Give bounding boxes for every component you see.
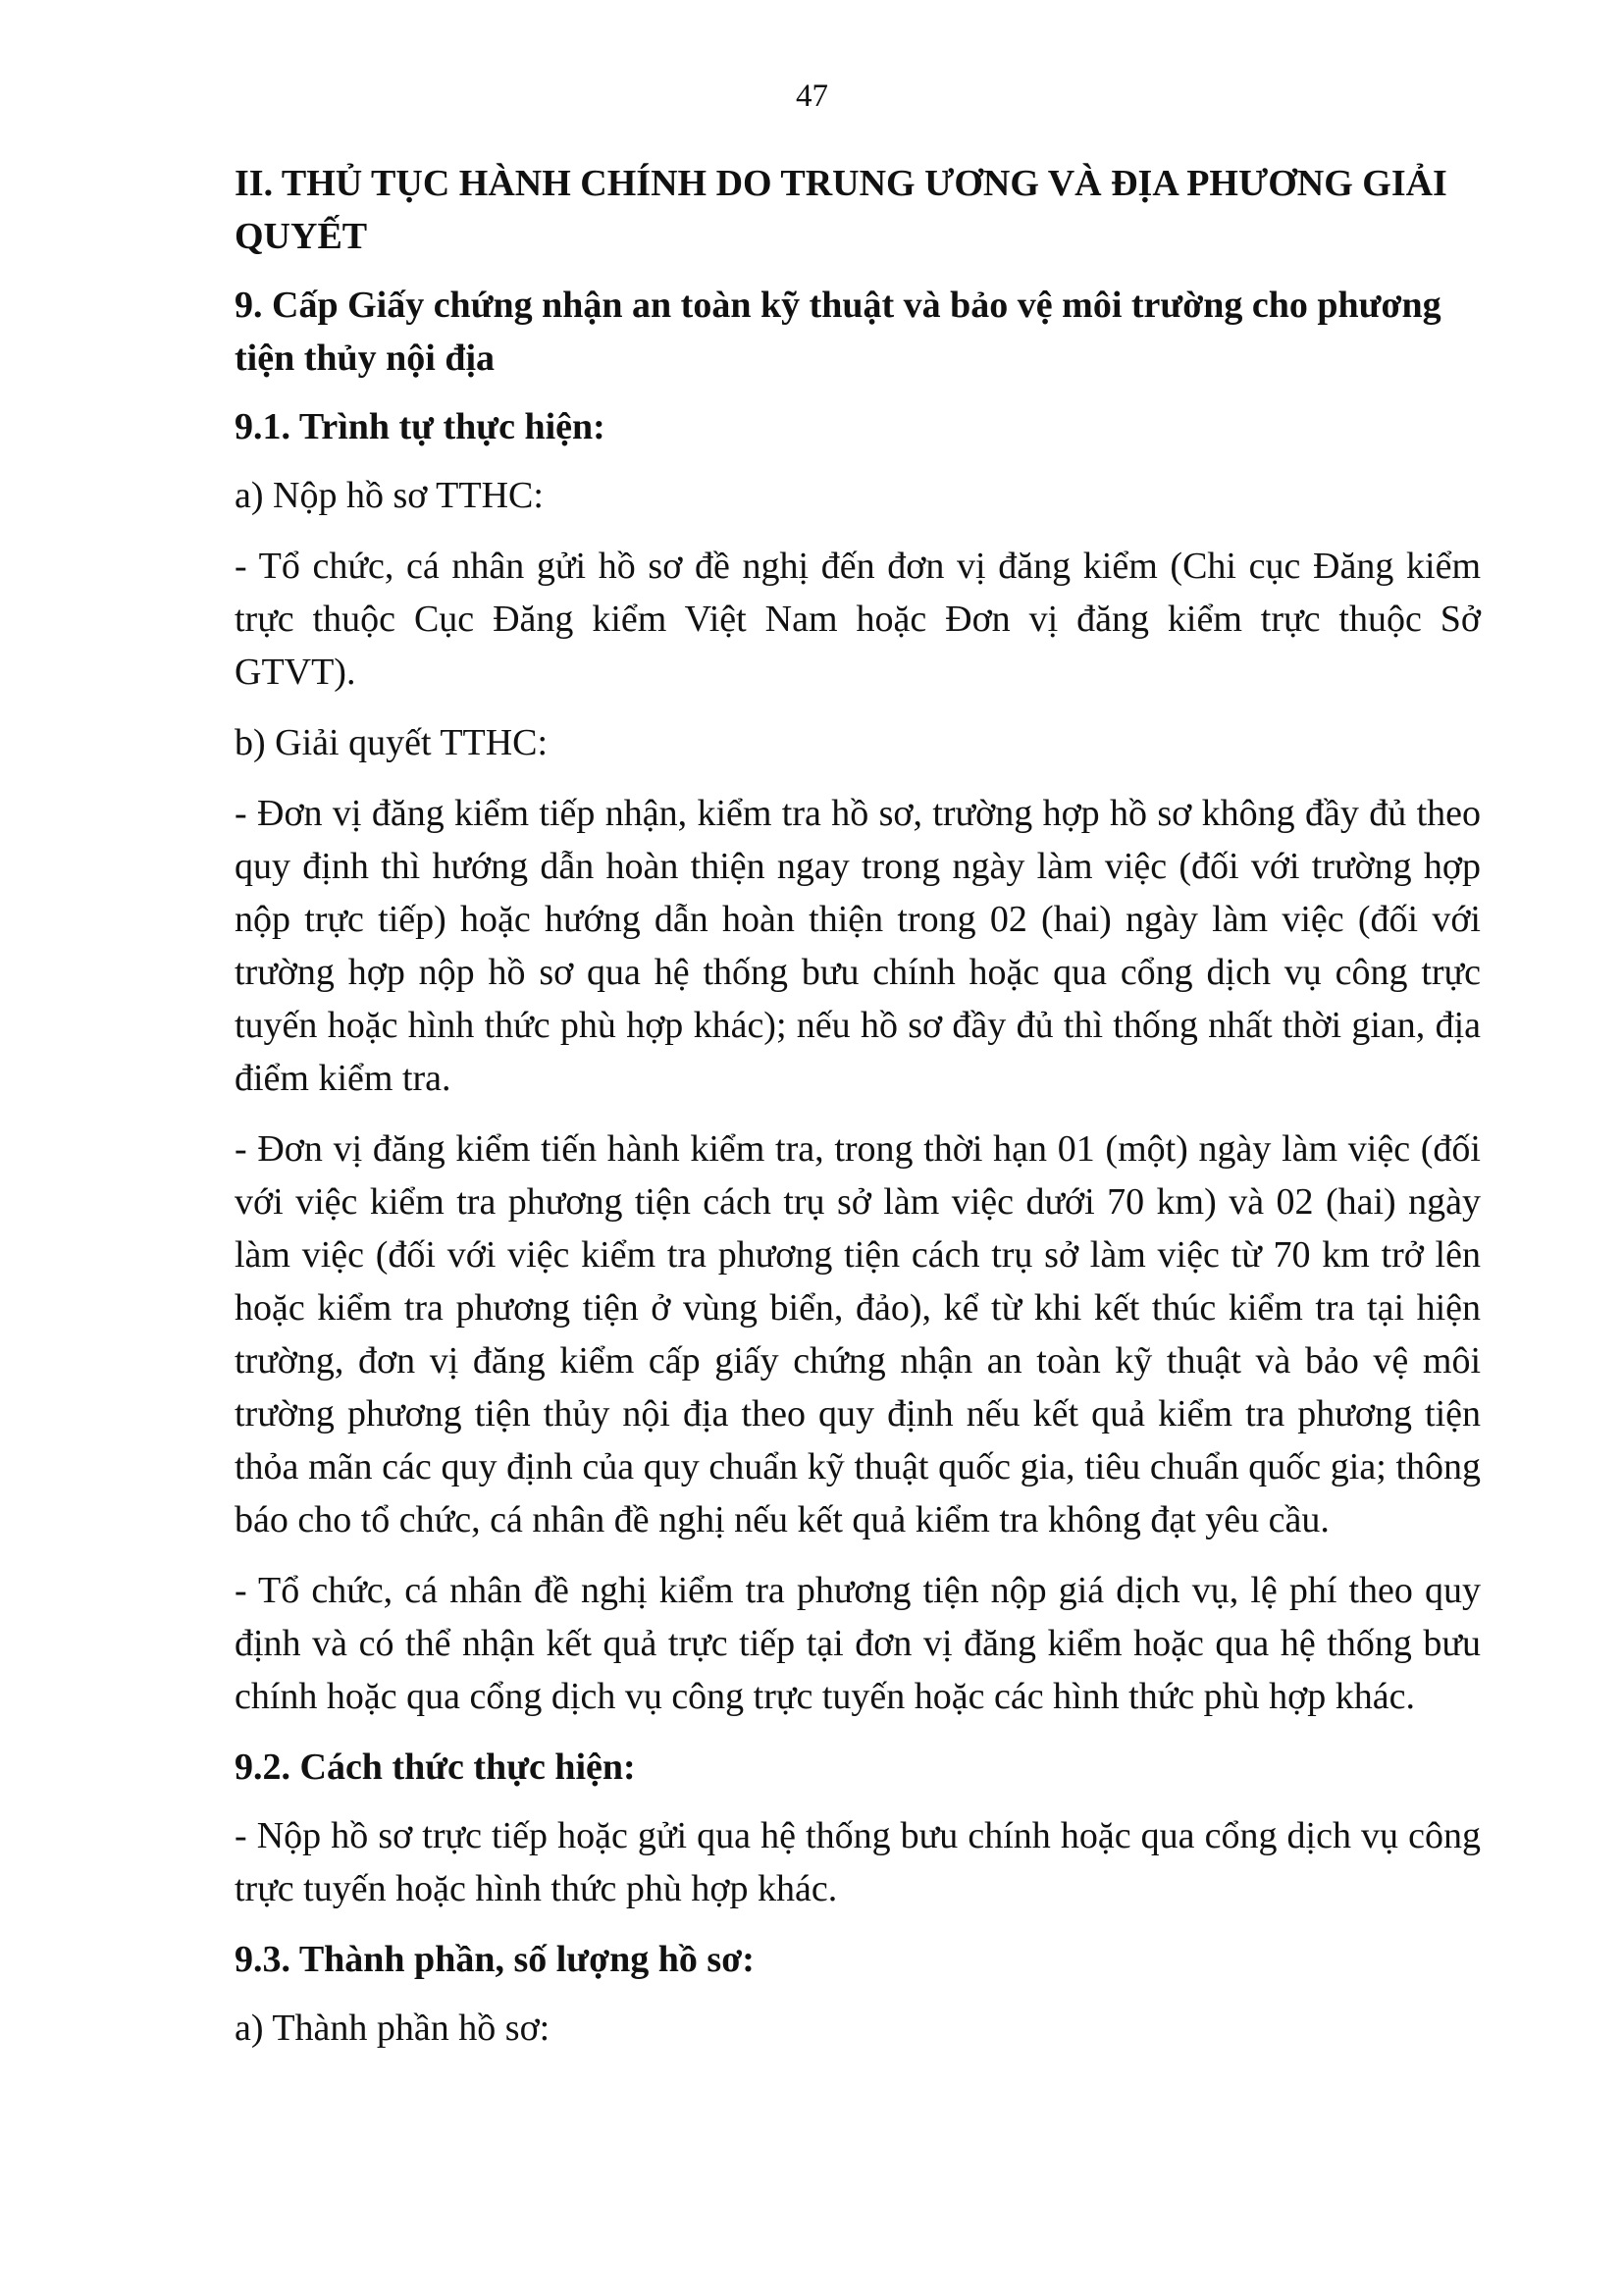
section-heading: II. THỦ TỤC HÀNH CHÍNH DO TRUNG ƯƠNG VÀ ĐỊA PHƯƠNG GIẢI QUYẾT xyxy=(235,163,1447,257)
paragraph-inspection: - Đơn vị đăng kiểm tiến hành kiểm tra, trong thời hạn 01 (một) ngày làm việc (đối với việc kiểm tra phương tiện cách trụ sở làm việc dưới 70 km) và 02 (hai) ngày làm việc (đối với việc kiểm tra phương tiện cách trụ sở làm việc từ 70 km trở lên hoặc kiểm tra phương tiện ở vùng biển, đảo), kể từ khi kết thúc kiểm tra tại hiện trường, đơn vị đăng kiểm cấp giấy chứng nhận an toàn kỹ thuật và bảo vệ môi trường phương tiện thủy nội địa theo quy định nếu kết quả kiểm tra phương tiện thỏa mãn các quy định của quy chuẩn kỹ thuật quốc gia, tiêu chuẩn quốc gia; thông báo cho tổ chức, cá nhân đề nghị nếu kết quả kiểm tra không đạt yêu cầu. xyxy=(235,1128,1481,1540)
item-label-b: b) Giải quyết TTHC: xyxy=(235,722,549,763)
paragraph-method: - Nộp hồ sơ trực tiếp hoặc gửi qua hệ thống bưu chính hoặc qua cổng dịch vụ công trực tuyến hoặc hình thức phù hợp khác. xyxy=(235,1815,1481,1909)
subsection-heading-9-2: 9.2. Cách thức thực hiện: xyxy=(235,1747,636,1788)
paragraph-submission: - Tổ chức, cá nhân gửi hồ sơ đề nghị đến đơn vị đăng kiểm (Chi cục Đăng kiểm trực thuộc Cục Đăng kiểm Việt Nam hoặc Đơn vị đăng kiểm trực thuộc Sở GTVT). xyxy=(235,546,1481,693)
subsection-heading-9-3: 9.3. Thành phần, số lượng hồ sơ: xyxy=(235,1939,755,1980)
paragraph-receipt: - Đơn vị đăng kiểm tiếp nhận, kiểm tra hồ sơ, trường hợp hồ sơ không đầy đủ theo quy định thì hướng dẫn hoàn thiện ngay trong ngày làm việc (đối với trường hợp nộp trực tiếp) hoặc hướng dẫn hoàn thiện trong 02 (hai) ngày làm việc (đối với trường hợp nộp hồ sơ qua hệ thống bưu chính hoặc qua cổng dịch vụ công trực tuyến hoặc hình thức phù hợp khác); nếu hồ sơ đầy đủ thì thống nhất thời gian, địa điểm kiểm tra. xyxy=(235,793,1481,1099)
item-label-dossier: a) Thành phần hồ sơ: xyxy=(235,2008,550,2049)
paragraph-fees: - Tổ chức, cá nhân đề nghị kiểm tra phương tiện nộp giá dịch vụ, lệ phí theo quy định và có thể nhận kết quả trực tiếp tại đơn vị đăng kiểm hoặc qua hệ thống bưu chính hoặc qua cổng dịch vụ công trực tuyến hoặc các hình thức phù hợp khác. xyxy=(235,1570,1481,1717)
item-label-a: a) Nộp hồ sơ TTHC: xyxy=(235,475,544,516)
page-number: 47 xyxy=(796,78,828,114)
procedure-heading: 9. Cấp Giấy chứng nhận an toàn kỹ thuật và bảo vệ môi trường cho phương tiện thủy nội địa xyxy=(235,285,1441,379)
subsection-heading-9-1: 9.1. Trình tự thực hiện: xyxy=(235,406,605,447)
document-body xyxy=(235,157,1481,2072)
